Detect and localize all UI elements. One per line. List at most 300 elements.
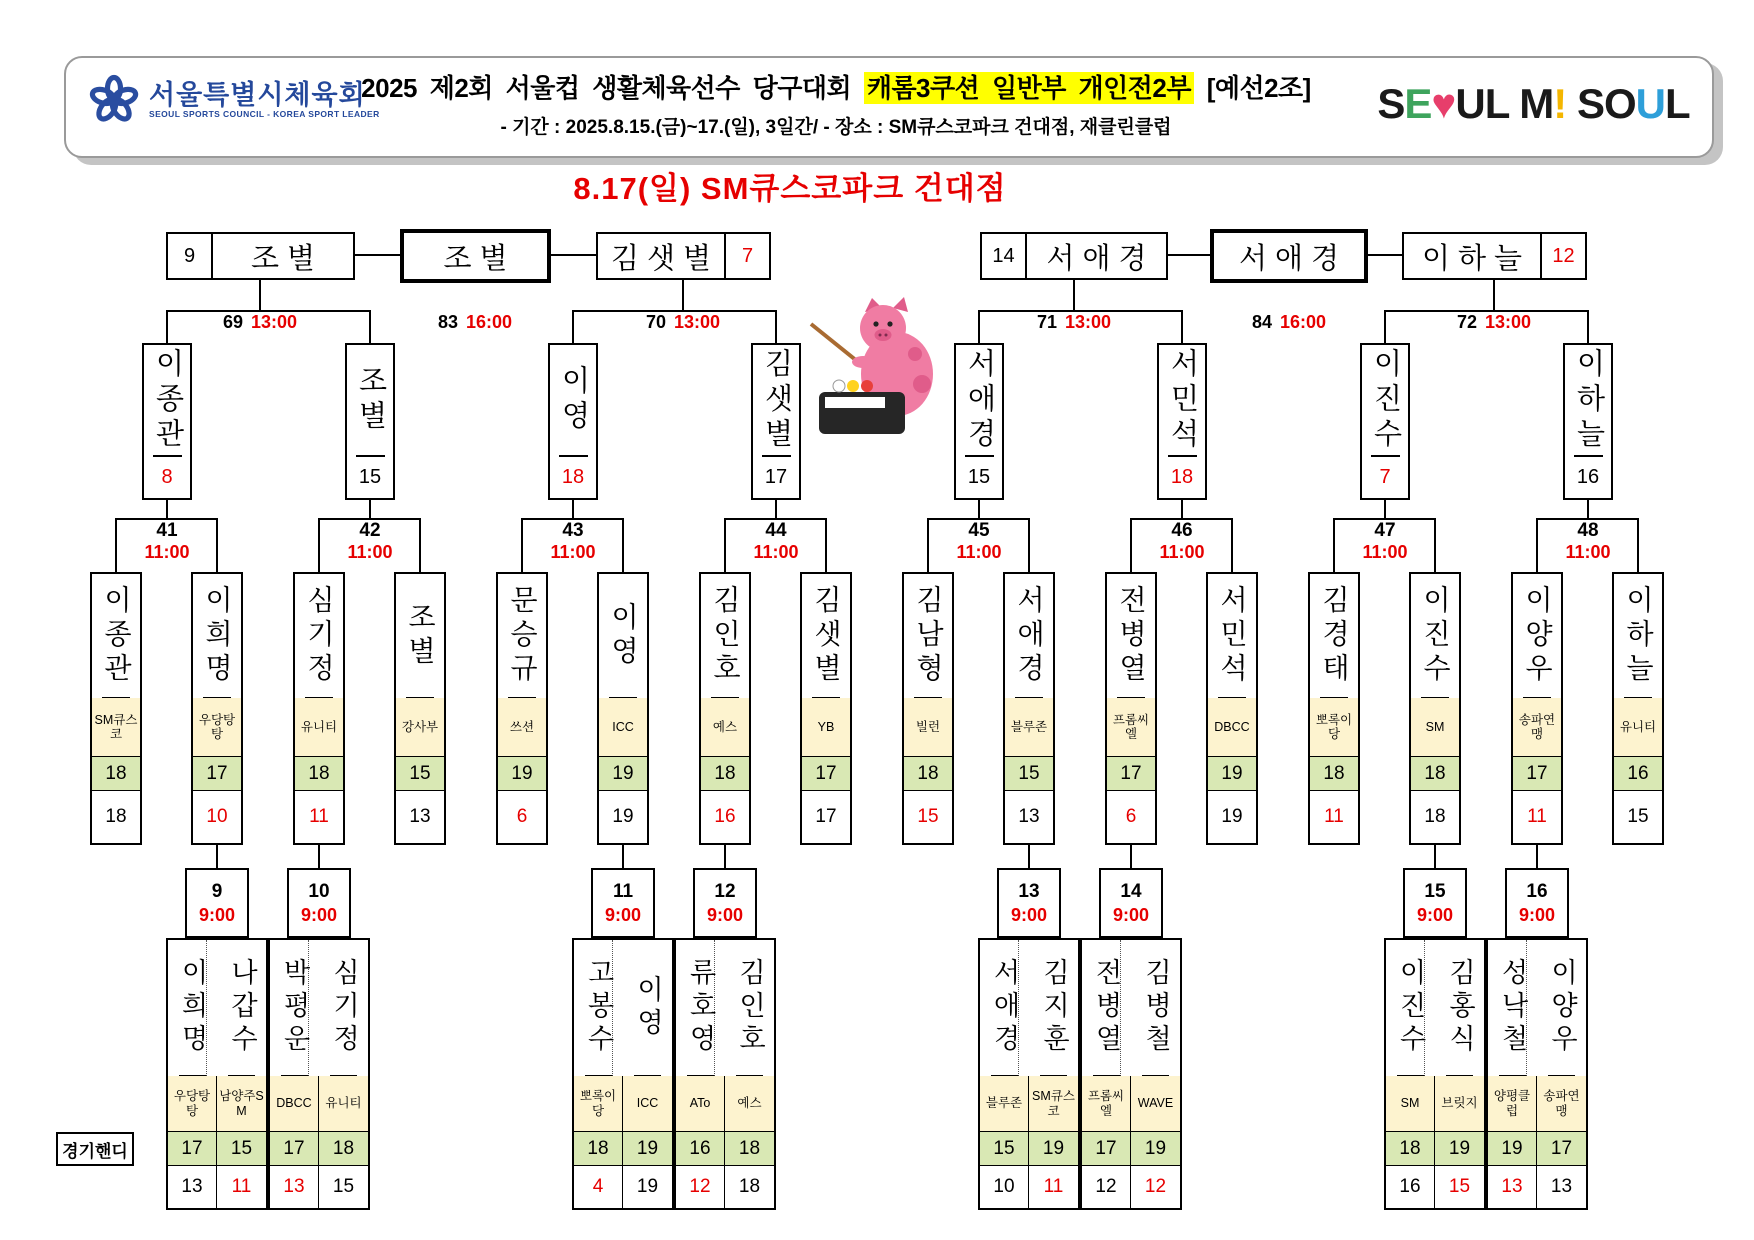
player-handicap: 18 <box>319 1132 368 1166</box>
connector-line <box>1028 845 1030 868</box>
player-club: SM <box>1411 698 1459 757</box>
prelim-match-box <box>166 938 268 1210</box>
player-column <box>270 940 319 1208</box>
match-label <box>1424 312 1564 333</box>
semifinalist-column <box>345 343 395 500</box>
player-handicap: 19 <box>1488 1132 1537 1166</box>
match-time: 13:00 <box>250 312 298 332</box>
title-highlight: 캐롬3쿠션 일반부 개인전2부 <box>864 72 1194 104</box>
player-name: 김샛별 <box>812 574 840 698</box>
match-label <box>939 520 1019 563</box>
match-label <box>1004 312 1144 333</box>
connector-line <box>216 518 218 572</box>
player-name: 이하늘 <box>1574 345 1603 457</box>
finalist-name: 조별 <box>250 242 324 275</box>
player-name: 김인호 <box>711 574 739 698</box>
connector-line <box>1130 845 1132 868</box>
player-score: 11 <box>1527 806 1547 827</box>
qf-player-column <box>902 572 954 845</box>
match-time: 9:00 <box>1010 904 1048 925</box>
match-label <box>736 520 816 563</box>
player-name: 전병열 <box>1093 940 1121 1076</box>
match-number: 42 <box>359 520 381 541</box>
player-handicap: 17 <box>168 1132 217 1166</box>
connector-line <box>1434 845 1436 868</box>
player-club: 뽀록이당 <box>1310 698 1358 757</box>
player-club: 유니티 <box>319 1076 368 1132</box>
match-number: 47 <box>1374 520 1396 541</box>
player-name: 전병열 <box>1117 574 1145 698</box>
player-club: 블루존 <box>1005 698 1053 757</box>
group-winner-slot <box>1210 229 1368 283</box>
player-name: 서민석 <box>1168 345 1197 457</box>
qf-player-column <box>597 572 649 845</box>
player-handicap: 18 <box>1310 757 1358 791</box>
player-name: 이영 <box>634 940 661 1076</box>
player-name: 이하늘 <box>1624 574 1652 698</box>
qf-player-column <box>1105 572 1157 845</box>
prelim-match-box <box>978 938 1080 1210</box>
connector-line <box>775 500 777 518</box>
player-score: 11 <box>309 806 329 827</box>
brand-logo: SE♥UL M! SOUL <box>1377 80 1690 127</box>
match-label <box>997 868 1061 938</box>
match-time: 11:00 <box>550 541 596 562</box>
player-score: 18 <box>561 466 585 488</box>
connector-line <box>1028 518 1030 572</box>
player-score: 10 <box>980 1166 1029 1208</box>
player-handicap: 15 <box>980 1132 1029 1166</box>
player-column <box>1435 940 1484 1208</box>
event-title <box>321 68 1351 105</box>
player-club: SM <box>1386 1076 1435 1132</box>
connector-line <box>1637 518 1639 572</box>
final-slot <box>596 232 771 280</box>
semifinalist-column <box>1360 343 1410 500</box>
prelim-match-box <box>1486 938 1588 1210</box>
player-handicap: 16 <box>676 1132 725 1166</box>
mascot-illustration <box>795 296 955 444</box>
player-score: 15 <box>332 1176 355 1197</box>
match-label <box>185 868 249 938</box>
qf-player-column <box>191 572 243 845</box>
player-club: ICC <box>623 1076 672 1132</box>
player-name: 이종관 <box>102 574 130 698</box>
match-number: 46 <box>1171 520 1193 541</box>
qf-player-column <box>496 572 548 845</box>
final-score: 9 <box>168 234 213 278</box>
match-time: 9:00 <box>1518 904 1556 925</box>
match-number: 70 <box>645 312 666 332</box>
qf-player-column <box>1409 572 1461 845</box>
semifinalist-column <box>1157 343 1207 500</box>
player-name: 김남형 <box>914 574 942 698</box>
player-score: 18 <box>105 806 127 827</box>
connector-line <box>978 500 980 518</box>
player-score: 15 <box>1627 806 1649 827</box>
player-handicap: 17 <box>802 757 850 791</box>
player-club: 예스 <box>725 1076 774 1132</box>
player-handicap: 19 <box>599 757 647 791</box>
connector-line <box>1181 310 1183 343</box>
player-column <box>1082 940 1131 1208</box>
match-time: 9:00 <box>604 904 642 925</box>
player-name: 이희명 <box>179 940 207 1076</box>
connector-line <box>1536 518 1538 572</box>
player-column <box>1131 940 1180 1208</box>
player-club: SM큐스코 <box>1029 1076 1078 1132</box>
prelim-match-box <box>268 938 370 1210</box>
qf-player-column <box>293 572 345 845</box>
connector-line <box>369 500 371 518</box>
player-score: 13 <box>1488 1166 1537 1208</box>
prelim-match-box <box>1384 938 1486 1210</box>
player-score: 19 <box>612 806 634 827</box>
player-score: 17 <box>764 466 788 488</box>
player-column <box>623 940 672 1208</box>
player-column <box>168 940 217 1208</box>
player-score: 18 <box>1424 806 1446 827</box>
group-winner-slot <box>400 229 551 283</box>
player-handicap: 15 <box>396 757 444 791</box>
player-score: 8 <box>161 466 173 488</box>
match-label <box>1548 520 1628 563</box>
match-number: 13 <box>1018 880 1040 902</box>
connector-line <box>622 518 624 572</box>
player-club: 강사부 <box>396 698 444 757</box>
player-name: 이영 <box>609 574 637 698</box>
player-club: ICC <box>599 698 647 757</box>
player-club: 빌런 <box>904 698 952 757</box>
player-score: 15 <box>1448 1176 1471 1197</box>
player-score: 11 <box>1043 1176 1064 1197</box>
connector-line <box>369 310 371 343</box>
player-name: 성낙철 <box>1499 940 1527 1076</box>
match-number: 9 <box>211 880 223 902</box>
connector-line <box>1168 254 1210 256</box>
player-club: 쓰션 <box>498 698 546 757</box>
player-name: 류호영 <box>687 940 715 1076</box>
player-score: 15 <box>917 806 939 827</box>
player-name: 조별 <box>406 574 434 698</box>
match-label <box>613 312 753 333</box>
prelim-match-box <box>1080 938 1182 1210</box>
match-time: 9:00 <box>1416 904 1454 925</box>
connector-line <box>115 518 117 572</box>
player-handicap: 18 <box>1386 1132 1435 1166</box>
player-handicap: 18 <box>1411 757 1459 791</box>
venue-title: 8.17(일) SM큐스코파크 건대점 <box>573 171 1007 206</box>
player-name: 이영 <box>559 345 588 457</box>
player-club: 뽀록이당 <box>574 1076 623 1132</box>
player-club: WAVE <box>1131 1076 1180 1132</box>
match-label <box>1505 868 1569 938</box>
semifinalist-column <box>142 343 192 500</box>
player-name: 문승규 <box>508 574 536 698</box>
match-time: 16:00 <box>1279 312 1327 332</box>
finalist-name: 서애경 <box>1046 242 1155 275</box>
player-handicap: 18 <box>295 757 343 791</box>
player-name: 박평운 <box>281 940 309 1076</box>
semifinalist-column <box>1563 343 1613 500</box>
winner-name: 조별 <box>443 242 516 275</box>
player-name: 김인호 <box>736 940 763 1076</box>
match-label <box>693 868 757 938</box>
player-handicap: 19 <box>1029 1132 1078 1166</box>
player-score: 16 <box>714 806 736 827</box>
player-handicap: 15 <box>1005 757 1053 791</box>
match-time: 11:00 <box>956 541 1002 562</box>
prelim-match-box <box>572 938 674 1210</box>
qf-player-column <box>394 572 446 845</box>
connector-line <box>927 518 929 572</box>
player-handicap: 17 <box>1107 757 1155 791</box>
player-column <box>217 940 266 1208</box>
match-number: 12 <box>714 880 736 902</box>
player-name: 이양우 <box>1523 574 1551 698</box>
connector-line <box>259 280 261 310</box>
match-time: 9:00 <box>198 904 236 925</box>
qf-player-column <box>1612 572 1664 845</box>
match-label <box>1345 520 1425 563</box>
match-number: 71 <box>1036 312 1057 332</box>
final-score: 7 <box>724 234 769 278</box>
connector-line <box>724 845 726 868</box>
semifinalist-column <box>548 343 598 500</box>
connector-line <box>1536 845 1538 868</box>
player-column <box>980 940 1029 1208</box>
player-handicap: 17 <box>1082 1132 1131 1166</box>
connector-line <box>166 500 168 518</box>
player-handicap: 18 <box>904 757 952 791</box>
connector-line <box>572 310 574 343</box>
player-club: 송파연맹 <box>1513 698 1561 757</box>
player-handicap: 18 <box>725 1132 774 1166</box>
player-score: 13 <box>409 806 431 827</box>
header-banner <box>64 56 1714 158</box>
match-label <box>1099 868 1163 938</box>
match-number: 11 <box>612 880 634 902</box>
player-name: 이진수 <box>1397 940 1425 1076</box>
final-score: 12 <box>1540 234 1585 278</box>
player-score: 15 <box>967 466 991 488</box>
connector-line <box>724 518 726 572</box>
player-handicap: 17 <box>1513 757 1561 791</box>
connector-line <box>166 310 168 343</box>
player-club: 송파연맹 <box>1537 1076 1586 1132</box>
match-label <box>330 520 410 563</box>
player-column <box>1386 940 1435 1208</box>
match-number: 84 <box>1251 312 1272 332</box>
player-name: 김경태 <box>1320 574 1348 698</box>
player-score: 10 <box>206 806 228 827</box>
org-tagline: SEOUL SPORTS COUNCIL - KOREA SPORT LEADER <box>149 109 380 120</box>
player-handicap: 19 <box>1208 757 1256 791</box>
player-score: 13 <box>270 1166 319 1208</box>
player-handicap: 19 <box>498 757 546 791</box>
match-label <box>405 312 545 333</box>
match-time: 13:00 <box>1484 312 1532 332</box>
connector-line <box>1587 500 1589 518</box>
finalist-name: 이하늘 <box>1421 242 1531 275</box>
connector-line <box>318 518 320 572</box>
qf-player-column <box>1308 572 1360 845</box>
match-label <box>533 520 613 563</box>
player-score: 15 <box>358 466 382 488</box>
player-name: 서애경 <box>991 940 1019 1076</box>
player-column <box>574 940 623 1208</box>
connector-line <box>1384 500 1386 518</box>
match-number: 43 <box>562 520 584 541</box>
player-column <box>319 940 368 1208</box>
player-handicap: 17 <box>270 1132 319 1166</box>
player-club: DBCC <box>1208 698 1256 757</box>
player-club: 유니티 <box>295 698 343 757</box>
match-time: 11:00 <box>753 541 799 562</box>
connector-line <box>419 518 421 572</box>
title-prefix: 2025 제2회 서울컵 생활체육선수 당구대회 <box>361 73 864 103</box>
player-club: 남양주SM <box>217 1076 266 1132</box>
player-score: 12 <box>1082 1166 1131 1208</box>
match-number: 83 <box>437 312 458 332</box>
match-number: 15 <box>1424 880 1446 902</box>
connector-line <box>572 500 574 518</box>
player-club: 유니티 <box>1614 698 1662 757</box>
final-slot <box>1402 232 1587 280</box>
player-name: 조별 <box>356 345 385 457</box>
semifinalist-column <box>751 343 801 500</box>
player-club: 예스 <box>701 698 749 757</box>
player-name: 심기정 <box>330 940 357 1076</box>
player-score: 13 <box>1550 1176 1573 1197</box>
player-club: 우당탕탕 <box>193 698 241 757</box>
player-score: 6 <box>516 806 528 827</box>
player-name: 이양우 <box>1548 940 1575 1076</box>
match-time: 11:00 <box>1565 541 1611 562</box>
connector-line <box>1493 280 1495 310</box>
player-club: 브릿지 <box>1435 1076 1484 1132</box>
connector-line <box>1434 518 1436 572</box>
match-number: 41 <box>156 520 178 541</box>
match-time: 11:00 <box>144 541 190 562</box>
final-slot <box>980 232 1168 280</box>
connector-line <box>1384 310 1386 343</box>
player-club: 프롬씨엘 <box>1082 1076 1131 1132</box>
qf-player-column <box>1206 572 1258 845</box>
org-name: 서울특별시체육회 <box>149 79 366 110</box>
player-column <box>725 940 774 1208</box>
final-slot <box>166 232 355 280</box>
match-label <box>287 868 351 938</box>
connector-line <box>682 280 684 310</box>
match-label <box>1219 312 1359 333</box>
player-name: 김홍식 <box>1446 940 1473 1076</box>
player-score: 7 <box>1379 466 1391 488</box>
connector-line <box>1231 518 1233 572</box>
match-number: 69 <box>222 312 243 332</box>
player-handicap: 19 <box>1435 1132 1484 1166</box>
player-handicap: 18 <box>701 757 749 791</box>
match-time: 11:00 <box>347 541 393 562</box>
match-time: 13:00 <box>1064 312 1112 332</box>
match-label <box>127 520 207 563</box>
connector-line <box>1333 518 1335 572</box>
player-name: 이진수 <box>1421 574 1449 698</box>
player-club: 프롬씨엘 <box>1107 698 1155 757</box>
player-score: 4 <box>574 1166 623 1208</box>
player-score: 12 <box>1144 1176 1167 1197</box>
player-name: 김샛별 <box>762 345 791 457</box>
player-name: 서민석 <box>1218 574 1246 698</box>
match-time: 13:00 <box>673 312 721 332</box>
player-name: 심기정 <box>305 574 333 698</box>
connector-line <box>622 845 624 868</box>
player-score: 6 <box>1125 806 1137 827</box>
final-score: 14 <box>982 234 1027 278</box>
match-time: 9:00 <box>706 904 744 925</box>
connector-line <box>318 845 320 868</box>
connector-line <box>551 254 596 256</box>
match-label <box>190 312 330 333</box>
player-club: 블루존 <box>980 1076 1029 1132</box>
qf-player-column <box>90 572 142 845</box>
connector-line <box>825 518 827 572</box>
player-score: 11 <box>1324 806 1344 827</box>
player-score: 18 <box>738 1176 761 1197</box>
qf-player-column <box>1511 572 1563 845</box>
player-name: 서애경 <box>1015 574 1043 698</box>
player-club: 우당탕탕 <box>168 1076 217 1132</box>
match-time: 11:00 <box>1362 541 1408 562</box>
connector-line <box>775 310 777 343</box>
connector-line <box>1368 254 1402 256</box>
player-handicap: 18 <box>574 1132 623 1166</box>
match-number: 45 <box>968 520 990 541</box>
player-score: 19 <box>636 1176 659 1197</box>
player-handicap: 19 <box>1131 1132 1180 1166</box>
match-time: 9:00 <box>300 904 338 925</box>
match-label <box>1403 868 1467 938</box>
player-club: DBCC <box>270 1076 319 1132</box>
player-score: 16 <box>1576 466 1600 488</box>
match-number: 14 <box>1120 880 1142 902</box>
handicap-row-label: 경기핸디 <box>56 1132 134 1166</box>
match-number: 72 <box>1456 312 1477 332</box>
player-name: 이진수 <box>1371 345 1400 457</box>
player-name: 서애경 <box>965 345 994 457</box>
player-name: 이희명 <box>203 574 231 698</box>
player-name: 김지훈 <box>1040 940 1067 1076</box>
player-column <box>1029 940 1078 1208</box>
player-column <box>1537 940 1586 1208</box>
player-handicap: 17 <box>193 757 241 791</box>
player-name: 김병철 <box>1142 940 1169 1076</box>
player-handicap: 17 <box>1537 1132 1586 1166</box>
player-name: 이종관 <box>153 345 182 457</box>
player-column <box>676 940 725 1208</box>
player-club: SM큐스코 <box>92 698 140 757</box>
qf-player-column <box>1003 572 1055 845</box>
match-number: 16 <box>1526 880 1548 902</box>
match-time: 9:00 <box>1112 904 1150 925</box>
match-label <box>1142 520 1222 563</box>
connector-line <box>1587 310 1589 343</box>
player-name: 고봉수 <box>585 940 613 1076</box>
player-score: 12 <box>676 1166 725 1208</box>
match-number: 44 <box>765 520 787 541</box>
player-column <box>1488 940 1537 1208</box>
match-label <box>591 868 655 938</box>
